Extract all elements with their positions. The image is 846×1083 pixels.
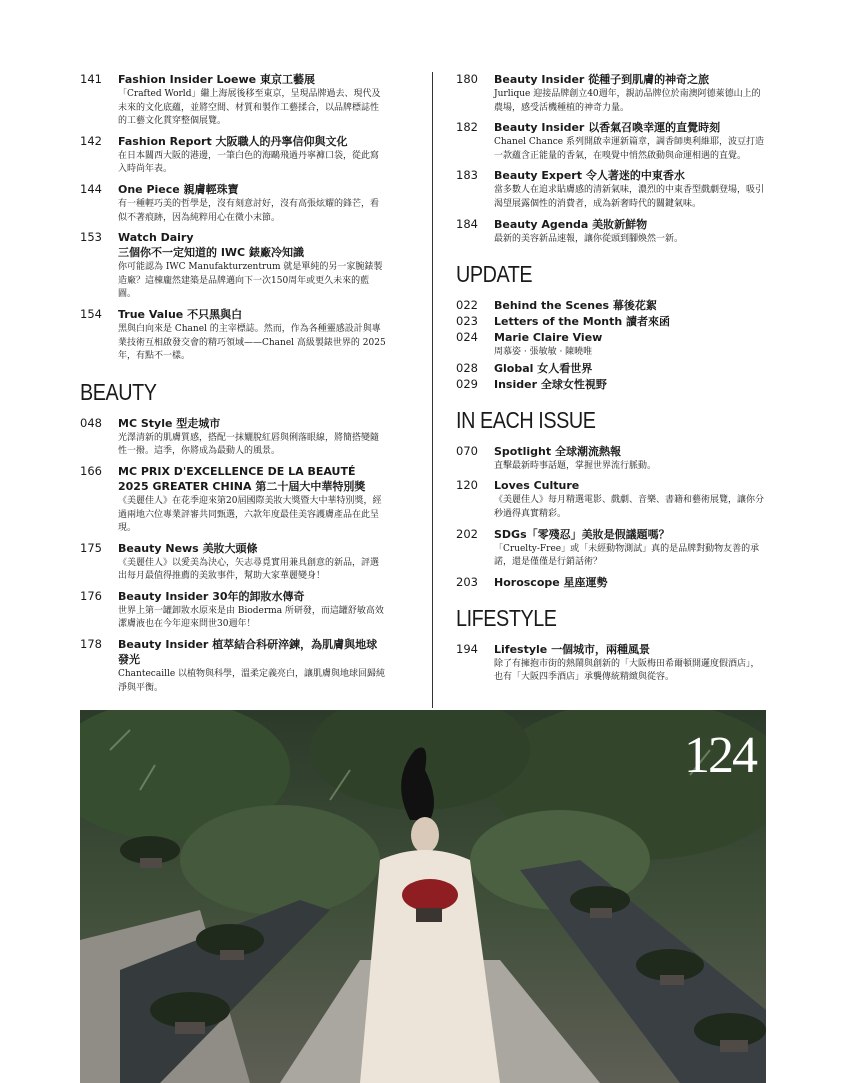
entry-desc: 除了有擁抱市街的熱鬧與創新的「大阪梅田希爾頓開邏度假酒店」，也有「大阪四季酒店」承襲傳統精緻與從容。 <box>494 658 760 683</box>
entry-desc: 你可能認為 IWC Manufakturzentrum 就是單純的另一家腕錶製造廠？這棟龐然建築是品牌邁向下一次150周年或更久未來的藍圖。 <box>118 262 383 300</box>
page-number: 194 <box>456 641 478 656</box>
entry-desc: 在日本關西大阪的港邊，一筆白色的海鷗飛過丹寧褲口袋，從此寫入時尚年表。 <box>118 150 380 175</box>
toc-entry[interactable] <box>80 541 386 584</box>
toc-entry[interactable] <box>456 478 766 521</box>
entry-title: Beauty Insider 植萃結合科研淬鍊，為肌膚與地球發光 <box>118 638 378 667</box>
entry-desc: 黑與白向來是 Chanel 的主宰標誌。然而，作為各種靈感設計與專業技術互相啟發交會的精巧領域——Chanel 高級製錶世界的 2025 年，有點不一樣。 <box>118 323 386 362</box>
entry-title: Beauty News 美妝大頭條 <box>118 541 258 555</box>
page-number: 144 <box>80 181 102 196</box>
entry-title: Letters of the Month 讀者來函 <box>494 315 671 329</box>
entry-title: One Piece 親膚輕珠寶 <box>118 182 239 196</box>
page-number: 120 <box>456 478 478 493</box>
toc-entry[interactable] <box>456 314 766 329</box>
toc-entry[interactable] <box>80 182 386 225</box>
entry-title: Beauty Expert 令人著迷的中東香水 <box>494 169 685 183</box>
entry-title: Beauty Insider 從種子到肌膚的神奇之旅 <box>494 73 710 86</box>
entry-title: Global 女人看世界 <box>494 361 593 375</box>
toc-entry[interactable] <box>456 527 766 570</box>
page-number: 029 <box>456 376 478 391</box>
entry-desc: Chanel Chance 系列開啟幸運新篇章，調香師奧利維耶，波豆打造一款蘊含正能量的香氣，在嗅覺中悄然啟動與命運相遇的直覺。 <box>494 137 764 161</box>
toc-entry[interactable] <box>456 444 766 474</box>
toc-entry[interactable] <box>456 575 766 590</box>
toc-entry[interactable] <box>456 120 766 163</box>
page-number: 153 <box>80 230 102 245</box>
page-number: 024 <box>456 330 478 345</box>
section-heading-beauty: BEAUTY <box>80 378 157 405</box>
photo-page-number: 124 <box>684 727 756 784</box>
toc-entry[interactable] <box>456 330 766 360</box>
page-number: 183 <box>456 168 478 183</box>
toc-entry[interactable] <box>80 464 386 536</box>
entry-desc: 《美麗佳人》在花季迎來第20屆國際美妝大獎暨大中華特別獎，經過兩地六位專業評審共同甄選，六款年度最佳美容護膚產品在此呈現。 <box>118 495 382 534</box>
page-number: 154 <box>80 306 102 321</box>
entry-desc: 當多數人在追求貼膚感的清新氣味，濃烈的中東香型戲劇登場，吸引渴望展露個性的消費者，成為新奢時代的關鍵氣味。 <box>494 185 765 209</box>
toc-right-column <box>456 72 766 690</box>
toc-entry[interactable] <box>80 637 386 695</box>
bonsai-garden-illustration <box>80 710 766 1083</box>
page-number: 070 <box>456 443 478 458</box>
section-heading-lifestyle: LIFESTYLE <box>456 604 557 631</box>
entry-desc: 「Crafted World」繼上海展後移至東京，呈現品牌過去、現代及未來的文化底蘊，並將空間、材質和製作工藝揉合，以品牌標誌性的工藝文化貫穿整個展覽。 <box>118 89 381 127</box>
page-number: 166 <box>80 463 102 478</box>
entry-title: Lifestyle 一個城市，兩種風景 <box>494 642 651 656</box>
entry-title: True Value 不只黑與白 <box>118 307 243 321</box>
toc-entry[interactable] <box>80 134 386 177</box>
entry-title: Beauty Agenda 美妝新鮮物 <box>494 217 648 231</box>
page-number: 141 <box>80 72 102 86</box>
entry-title: SDGs「零殘忍」美妝是假議題嗎？ <box>494 527 670 541</box>
toc-entry[interactable] <box>80 416 386 459</box>
toc-entry[interactable] <box>80 307 386 364</box>
toc-entry[interactable] <box>80 230 386 302</box>
toc-entry[interactable] <box>456 361 766 376</box>
entry-desc: Chantecaille 以植物與科學，溫柔定義亮白，讓肌膚與地球回歸純淨與平衡。 <box>118 669 386 693</box>
entry-desc: Jurlique 迎接品牌創立40週年，親訪品牌位於南澳阿德萊德山上的農場，感受活機種植的神奇力量。 <box>494 89 761 113</box>
page-number: 048 <box>80 415 102 430</box>
feature-photo <box>80 710 766 1083</box>
entry-desc: 世界上第一罐卸妝水原來是由 Bioderma 所研發，而這罐舒敏高效潔膚液也在今年迎來問世30週年！ <box>118 605 384 630</box>
entry-desc: 最新的美容新品速報，讓你從頭到腳煥然一新。 <box>494 233 684 244</box>
entry-desc: 《美麗佳人》以愛美為決心，矢志尋覓實用兼具創意的新品，評選出每月最值得推薦的美妝事件，幫助大家華麗變身！ <box>118 557 380 582</box>
entry-subtitle: 三個你不一定知道的 IWC 錶廠冷知識 <box>118 246 304 260</box>
page-number: 022 <box>456 298 478 313</box>
entry-title: Beauty Insider 以香氣召喚幸運的直覺時刻 <box>494 121 721 135</box>
toc-entry[interactable] <box>456 168 766 211</box>
toc-entry[interactable] <box>456 217 766 247</box>
entry-desc: 光澤清新的肌膚質感，搭配一抹孋脫紅唇與俐落眼線，將簡搭變隨性一撥。這季，你將成為最動人的風景。 <box>118 432 380 457</box>
entry-title: Watch Dairy <box>118 231 194 245</box>
entry-title: Fashion Insider Loewe 東京工藝展 <box>118 73 315 86</box>
section-heading-in-each-issue: IN EACH ISSUE <box>456 406 596 433</box>
page-number: 184 <box>456 216 478 231</box>
entry-desc: 《美麗佳人》每月精選電影、戲劇、音樂、書籍和藝術展覽，讓你分秒過得真實精彩。 <box>494 495 765 519</box>
toc-entry[interactable] <box>80 589 386 632</box>
page-number: 202 <box>456 526 478 541</box>
entry-desc: 周慕姿 · 張敏敏 · 陳曉唯 <box>494 347 593 358</box>
entry-title: Behind the Scenes 幕後花絮 <box>494 299 657 313</box>
page-number: 028 <box>456 360 478 375</box>
entry-title: Horoscope 星座運勢 <box>494 575 608 589</box>
entry-title: MC Style 型走城市 <box>118 416 221 430</box>
section-heading-update: UPDATE <box>456 261 533 288</box>
entry-title: Insider 全球女性視野 <box>494 377 607 391</box>
toc-entry[interactable] <box>456 72 766 115</box>
toc-entry[interactable] <box>456 298 766 313</box>
toc-entry[interactable] <box>456 642 766 685</box>
entry-desc: 有一種輕巧美的哲學是，沒有刻意討好，沒有高張炫耀的鋒芒，看似不著痕跡，因為純粹用心在微小末節。 <box>118 198 380 223</box>
entry-title: Spotlight 全球潮流熱報 <box>494 444 621 458</box>
page-number: 175 <box>80 540 102 555</box>
entry-desc: 「Cruelty-Free」或「未經動物測試」真的是品牌對動物友善的承諾，還是僅僅是行銷話術？ <box>494 543 760 568</box>
entry-title: Marie Claire View <box>494 331 603 345</box>
page-number: 178 <box>80 637 102 652</box>
page-number: 182 <box>456 120 478 135</box>
entry-desc: 直擊最新時事話題，掌握世界流行脈動。 <box>494 460 657 471</box>
toc-entry[interactable] <box>456 377 766 392</box>
page-number: 023 <box>456 314 478 329</box>
entry-title: Beauty Insider 30年的卸妝水傳奇 <box>118 589 305 603</box>
page-number: 176 <box>80 588 102 603</box>
entry-title: MC PRIX D'EXCELLENCE DE LA BEAUTÉ 2025 GREATER CHINA 第二十屆大中華特別獎 <box>118 464 366 493</box>
page-number: 142 <box>80 133 102 148</box>
column-divider <box>432 72 433 708</box>
page-number: 203 <box>456 574 478 589</box>
entry-title: Fashion Report 大阪職人的丹寧信仰與文化 <box>118 134 348 148</box>
toc-entry[interactable] <box>80 72 386 129</box>
entry-title: Loves Culture <box>494 479 580 493</box>
page-number: 180 <box>456 72 478 86</box>
toc-left-column <box>80 72 386 700</box>
